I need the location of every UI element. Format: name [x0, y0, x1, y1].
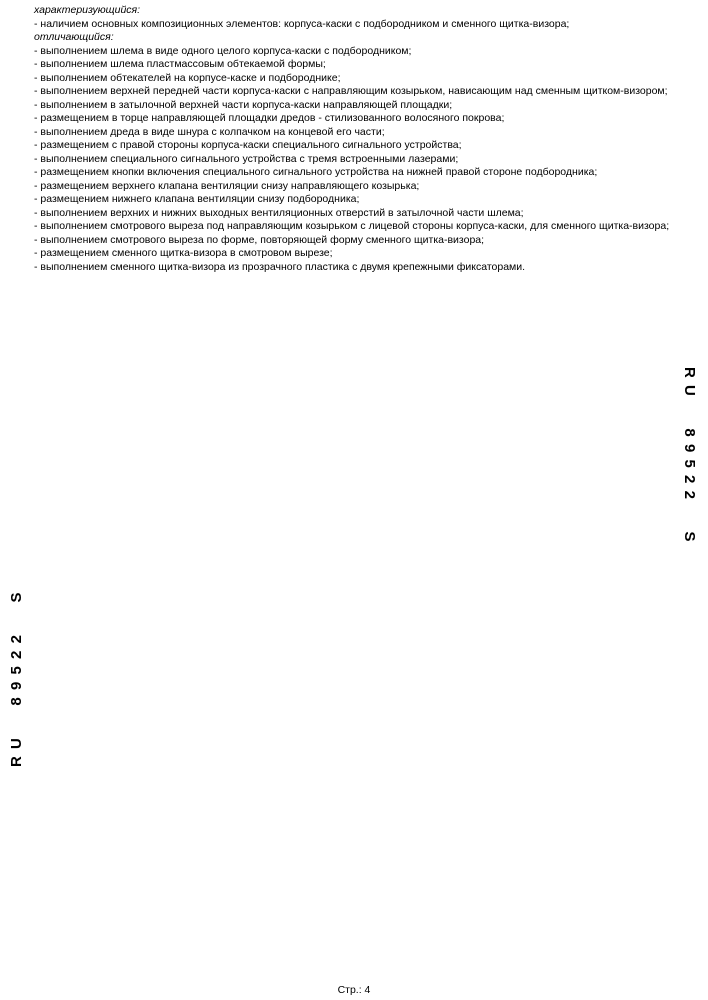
- list-item: - размещением кнопки включения специального сигнального устройства на нижней правой стороне подбородника;: [34, 166, 598, 178]
- list-item: - размещением нижнего клапана вентиляции снизу подбородника;: [34, 193, 360, 205]
- list-item: - наличием основных композиционных элементов: корпуса-каски с подбородником и сменного щитка-визора;: [34, 17, 570, 30]
- heading-characterized: характеризующийся:: [34, 4, 141, 16]
- list-item: - выполнением верхних и нижних выходных вентиляционных отверстий в затылочной части шлема;: [34, 206, 524, 219]
- list-item: - выполнением смотрового выреза по форме, повторяющей форму сменного щитка-визора;: [34, 233, 485, 246]
- heading-distinguished: отличающийся:: [34, 31, 114, 43]
- list-item: - выполнением обтекателей на корпусе-каске и подбороднике;: [34, 71, 341, 84]
- list-item: - выполнением дреда в виде шнура с колпачком на концевой его части;: [34, 125, 385, 138]
- list-item: - выполнением шлема в виде одного целого корпуса-каски с подбородником;: [34, 44, 412, 57]
- list-item: - размещением с правой стороны корпуса-каски специального сигнального устройства;: [34, 139, 462, 151]
- side-label-left: RU 89522 S: [8, 585, 25, 767]
- side-label-right: RU 89522 S: [681, 367, 698, 549]
- list-item: - выполнением шлема пластмассовым обтекаемой формы;: [34, 58, 326, 70]
- list-item: - размещением верхнего клапана вентиляции снизу направляющего козырька;: [34, 179, 420, 192]
- list-item: - выполнением сменного щитка-визора из прозрачного пластика с двумя крепежными фиксаторами.: [34, 260, 526, 273]
- list-item: - размещением в торце направляющей площадки дредов - стилизованного волосяного покрова;: [34, 112, 505, 124]
- patent-text: [34, 4, 674, 274]
- list-item: - размещением сменного щитка-визора в смотровом вырезе;: [34, 247, 333, 259]
- list-item: - выполнением смотрового выреза под направляющим козырьком с лицевой стороны корпуса-каски, для сменного щитка-визора;: [34, 220, 670, 232]
- page-number: Стр.: 4: [337, 984, 371, 996]
- list-item: - выполнением специального сигнального устройства с тремя встроенными лазерами;: [34, 152, 459, 165]
- list-item: - выполнением верхней передней части корпуса-каски с направляющим козырьком, нависающим над сменным щитком-визором;: [34, 85, 668, 97]
- list-item: - выполнением в затылочной верхней части корпуса-каски направляющей площадки;: [34, 98, 453, 111]
